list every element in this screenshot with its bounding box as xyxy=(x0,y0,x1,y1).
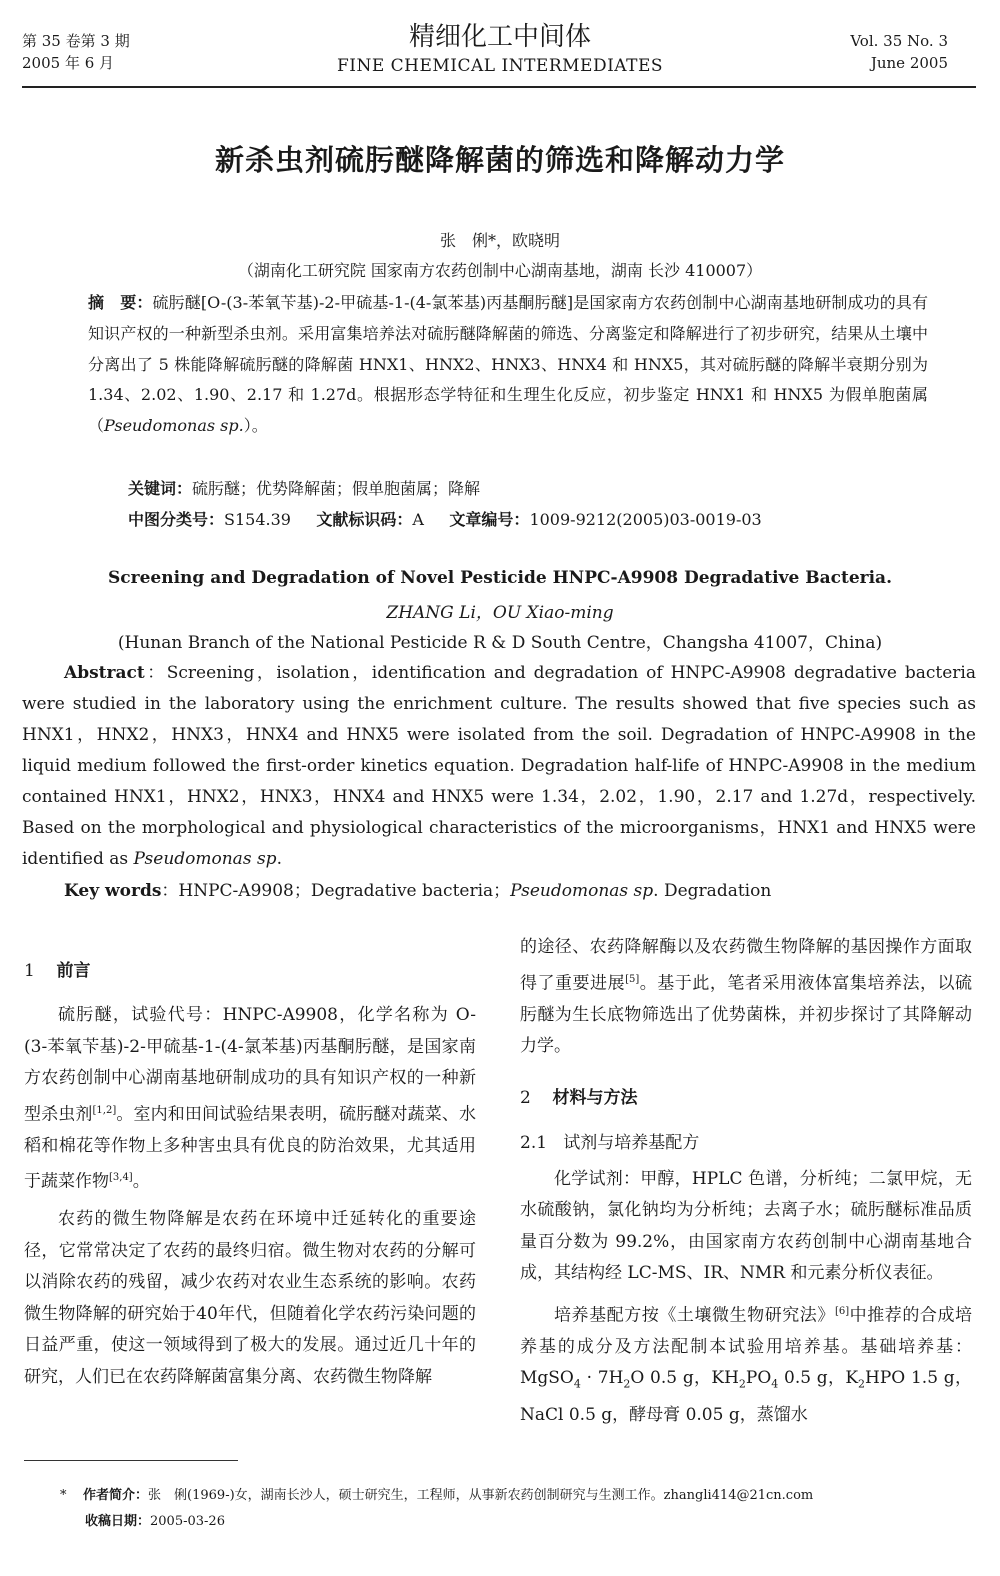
volume-en: Vol. 35 No. 3 xyxy=(850,32,948,50)
footnote-received-date: 2005-03-26 xyxy=(150,1514,225,1529)
footnote-received xyxy=(85,1510,225,1529)
medium-text-g: HPO 1.5 g，NaCl 0.5 g，酵母膏 0.05 g，蒸馏水 xyxy=(520,1368,972,1426)
intro-paragraph-2-cont xyxy=(520,932,972,1063)
classification-cn xyxy=(128,507,762,530)
keywords-en-label: Key words xyxy=(64,881,162,901)
article-no-value: 1009-9212(2005)03-0019-03 xyxy=(529,510,762,529)
subscript: 4 xyxy=(771,1377,779,1391)
intro-paragraph-1 xyxy=(24,1000,476,1198)
subscript: 2 xyxy=(738,1377,746,1391)
header-right xyxy=(850,30,948,74)
section-2-heading xyxy=(520,1083,972,1115)
footnote-rule xyxy=(24,1460,238,1461)
journal-title-en: FINE CHEMICAL INTERMEDIATES xyxy=(336,56,664,76)
authors-cn: 张 俐*，欧晓明 xyxy=(439,231,560,250)
keywords-en-genus: Pseudomonas sp xyxy=(510,881,654,901)
doc-code-label: 文献标识码： xyxy=(316,510,413,529)
section-2-1-number: 2.1 xyxy=(520,1133,548,1154)
left-column xyxy=(24,1000,476,1393)
abstract-cn-text: 硫肟醚[O-(3-苯氧苄基)-2-甲硫基-1-(4-氯苯基)丙基酮肟醚]是国家南方农药创制中心湖南基地研制成功的具有知识产权的一种新型杀虫剂。采用富集培养法对硫肟醚降解菌的筛选、分离鉴定和降解进行了初步研究，结果从土壤中分离出了 5 株能降解硫肟醚的降解菌 HNX1、HNX2、HNX3、HNX4 和 HNX5，其对硫肟醚的降解半衰期分别为 1.34、2.02、1.90、2.17 和 1.27d。根据形态学特征和生理生化反应，初步鉴定 HNX1 和 HNX5 为假单胞菌属（ xyxy=(88,293,928,436)
citation: [1,2] xyxy=(92,1104,117,1116)
intro-paragraph-2: 农药的微生物降解是农药在环境中迁延转化的重要途径，它常常决定了农药的最终归宿。微生物对农药的分解可以消除农药的残留，减少农药对农业生态系统的影响。农药微生物降解的研究始于40年代，但随着化学农药污染问题的日益严重，使这一领域得到了极大的发展。通过近几十年的研究，人们已在农药降解菌富集分离、农药微生物降解 xyxy=(24,1209,476,1387)
section-2-1-heading xyxy=(520,1128,972,1160)
citation: [3,4] xyxy=(109,1172,133,1184)
keywords-en-tail: . Degradation xyxy=(653,881,772,901)
footnote-author-text: 张 俐(1969-)女，湖南长沙人，硕士研究生，工程师，从事新农药创制研究与生测工作。zhangli414@21cn.com xyxy=(148,1488,814,1503)
medium-text-e: PO xyxy=(745,1368,772,1389)
abstract-en-tail: . xyxy=(276,849,282,869)
intro-p1-end: 。 xyxy=(132,1171,150,1192)
abstract-en-text: ：Screening，isolation，identification and degradation of HNPC-A9908 degradative bacteria were studied in the laboratory using the enrichment culture. The results showed that five species such as HNX1，HNX2，HNX3，HNX4 and HNX5 were isolated from the soil. Degradation of HNPC-A9908 in the liquid medium followed the first-order kinetics equation. Degradation half-life of HNPC-A9908 in the medium contained HNX1，HNX2，HNX3，HNX4 and HNX5 were 1.34，2.02，1.90，2.17 and 1.27d，respectively. Based on the morphological and physiological characteristics of the microorganisms，HNX1 and HNX5 were identified as xyxy=(22,663,976,869)
paper-title-en: Screening and Degradation of Novel Pesticide HNPC-A9908 Degradative Bacteria. xyxy=(108,568,892,588)
header-rule xyxy=(22,86,976,88)
authors-en: ZHANG Li，OU Xiao-ming xyxy=(386,603,614,623)
abstract-cn-tail: ）。 xyxy=(243,416,268,436)
date-cn: 2005 年 6 月 xyxy=(22,54,115,72)
date-en: June 2005 xyxy=(870,54,948,72)
abstract-en-label: Abstract xyxy=(64,663,145,683)
journal-title-cn: 精细化工中间体 xyxy=(408,22,591,52)
footnote-author xyxy=(60,1484,813,1503)
medium-text-f: 0.5 g，K xyxy=(778,1368,859,1389)
section-1-heading xyxy=(24,956,90,981)
volume-cn: 第 35 卷第 3 期 xyxy=(22,32,130,50)
section-1-number: 1 xyxy=(24,961,35,981)
keywords-en-text: ：HNPC-A9908；Degradative bacteria； xyxy=(161,881,511,901)
affiliation-en: (Hunan Branch of the National Pesticide R & D South Centre，Changsha 41007，China) xyxy=(117,633,883,653)
section-1-title: 前言 xyxy=(56,961,91,981)
medium-text-b: 中推荐的合成培养基的成分及方法配制本试验用培养基。基础培养基：MgSO xyxy=(520,1305,973,1389)
footnote-author-label: 作者简介： xyxy=(83,1488,149,1503)
medium-paragraph xyxy=(520,1296,972,1432)
abstract-en-genus: Pseudomonas sp xyxy=(133,849,277,869)
medium-text-d: O 0.5 g，KH xyxy=(630,1368,739,1389)
intro-p2-cont-text-b: 。基于此，笔者采用液体富集培养法，以硫肟醚为生长底物筛选出了优势菌株，并初步探讨了其降解动力学。 xyxy=(520,973,973,1057)
medium-text-c: · 7H xyxy=(580,1368,624,1389)
article-no-label: 文章编号： xyxy=(449,510,530,529)
section-2-number: 2 xyxy=(520,1087,531,1108)
subscript: 2 xyxy=(858,1377,866,1391)
intro-p2-cont-text: 的途径、农药降解酶以及农药微生物降解的基因操作方面取得了重要进展 xyxy=(520,937,972,994)
intro-p1-text-b: 。室内和田间试验结果表明，硫肟醚对蔬菜、水稻和棉花等作物上多种害虫具有优良的防治效果，尤其适用于蔬菜作物 xyxy=(24,1104,477,1192)
intro-p1-text: 硫肟醚，试验代号：HNPC-A9908，化学名称为 O-(3-苯氧苄基)-2-甲硫基-1-(4-氯苯基)丙基酮肟醚，是国家南方农药创制中心湖南基地研制成功的具有知识产权的一种新型杀虫剂 xyxy=(24,1005,476,1125)
subscript: 2 xyxy=(623,1377,631,1391)
keywords-cn-label: 关键词： xyxy=(128,479,193,498)
footnote-received-label: 收稿日期： xyxy=(85,1514,151,1529)
citation: [6] xyxy=(834,1305,850,1317)
section-2-title: 材料与方法 xyxy=(552,1087,638,1108)
citation: [5] xyxy=(625,973,640,985)
section-2-1-title: 试剂与培养基配方 xyxy=(563,1133,700,1154)
keywords-cn-text: 硫肟醚；优势降解菌；假单胞菌属；降解 xyxy=(192,479,481,498)
abstract-cn-label: 摘 要： xyxy=(88,293,153,312)
medium-text-a: 培养基配方按《土壤微生物研究法》 xyxy=(554,1305,835,1326)
paper-title-cn: 新杀虫剂硫肟醚降解菌的筛选和降解动力学 xyxy=(214,143,785,177)
clc-label: 中图分类号： xyxy=(128,510,225,529)
reagents-paragraph: 化学试剂：甲醇，HPLC 色谱，分析纯；二氯甲烷，无水硫酸钠，氯化钠均为分析纯；去离子水；硫肟醚标准品质量百分数为 99.2%，由国家南方农药创制中心湖南基地合成，其结构经 LC-MS、IR、NMR 和元素分析仪表征。 xyxy=(520,1168,972,1284)
subscript: 4 xyxy=(573,1377,581,1391)
doc-code-value: A xyxy=(412,510,424,529)
abstract-en xyxy=(22,658,976,875)
keywords-en xyxy=(64,876,771,901)
right-column xyxy=(520,932,972,1432)
affiliation-cn: （湖南化工研究院 国家南方农药创制中心湖南基地，湖南 长沙 410007） xyxy=(237,261,763,280)
abstract-cn-genus: Pseudomonas sp. xyxy=(104,416,244,436)
abstract-cn xyxy=(88,288,928,442)
clc-value: S154.39 xyxy=(224,510,291,529)
footnote-star: * xyxy=(60,1488,67,1503)
keywords-cn xyxy=(128,476,480,499)
